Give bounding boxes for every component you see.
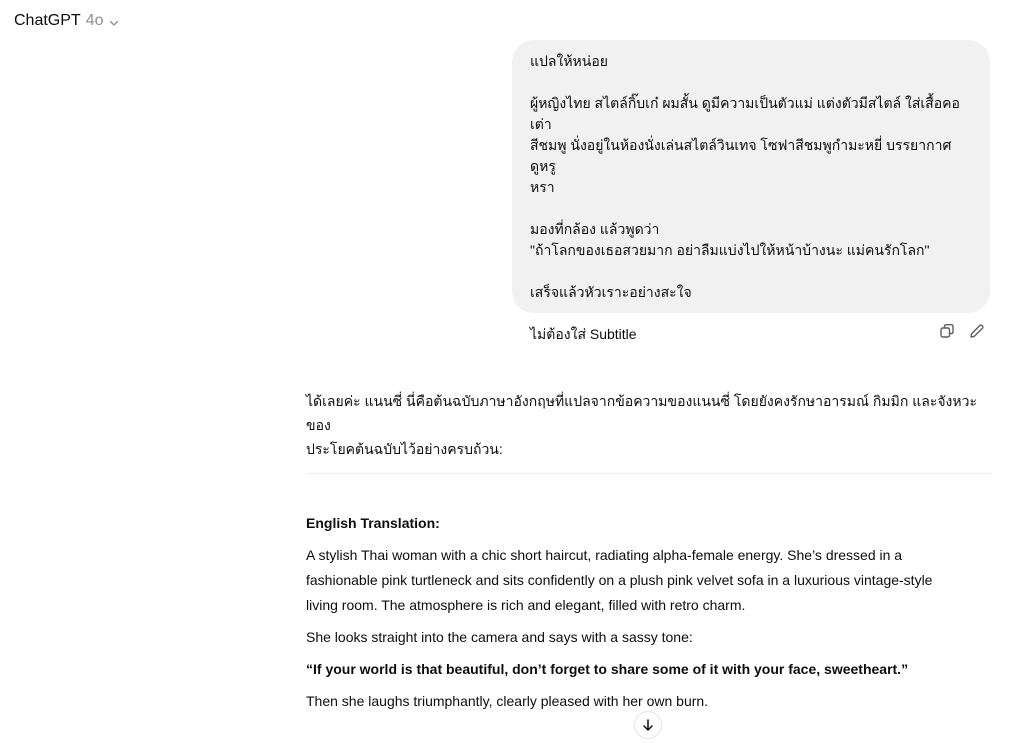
user-message-line: มองที่กล้อง แล้วพูดว่า [530,221,660,237]
translation-paragraph: Then she laughs triumphantly, clearly pleased with her own burn. [306,693,709,709]
user-message-line: หรา [530,179,555,195]
app-title: ChatGPT [14,12,81,29]
arrow-down-icon [641,718,655,732]
user-message-line: เสร็จแล้วหัวเราะอย่างสะใจ [530,284,692,300]
assistant-intro [306,389,992,461]
scroll-to-bottom-button[interactable] [634,711,662,739]
translation-heading: English Translation: [306,515,440,531]
divider [306,473,992,474]
copy-icon[interactable] [938,322,956,340]
translation-paragraph [306,543,992,618]
translation-line: living room. The atmosphere is rich and elegant, filled with retro charm. [306,597,746,613]
user-message-line: ไม่ต้องใส่ Subtitle [530,326,637,342]
assistant-intro-line: ได้เลยค่ะ แนนซี่ นี่คือต้นฉบับภาษาอังกฤษที่แปลจากข้อความของแนนซี่ โดยยังคงรักษาอารมณ์ กิมมิก และจังหวะของ [306,393,977,433]
translation-paragraph: She looks straight into the camera and says with a sassy tone: [306,629,693,645]
model-selector[interactable] [14,12,120,30]
user-message-line: แปลให้หน่อย [530,53,608,69]
translation-line: fashionable pink turtleneck and sits confidently on a plush pink velvet sofa in a luxurious vintage-style [306,572,933,588]
user-message-line: ผู้หญิงไทย สไตล์กิ๊บเก๋ ผมสั้น ดูมีความเป็นตัวแม่ แต่งตัวมีสไตล์ ใส่เสื้อคอเต่า [530,95,960,132]
translation-quote: “If your world is that beautiful, don’t forget to share some of it with your face, sweetheart.” [306,661,909,677]
user-message-actions [938,322,986,340]
edit-pencil-icon[interactable] [968,322,986,340]
chevron-down-icon [108,17,120,29]
user-message-bubble [512,40,990,342]
model-name: 4o [85,12,104,29]
translation-line: A stylish Thai woman with a chic short haircut, radiating alpha-female energy. She’s dressed in a [306,547,903,563]
user-message-line: สีชมพู นั่งอยู่ในห้องนั่งเล่นสไตล์วินเทจ โซฟาสีชมพูกำมะหยี่ บรรยากาศดูหรู [530,137,952,174]
assistant-intro-line: ประโยคต้นฉบับไว้อย่างครบถ้วน: [306,441,503,457]
user-message-line: "ถ้าโลกของเธอสวยมาก อย่าลืมแบ่งไปให้หน้าบ้างนะ แม่คนรักโลก" [530,242,930,258]
